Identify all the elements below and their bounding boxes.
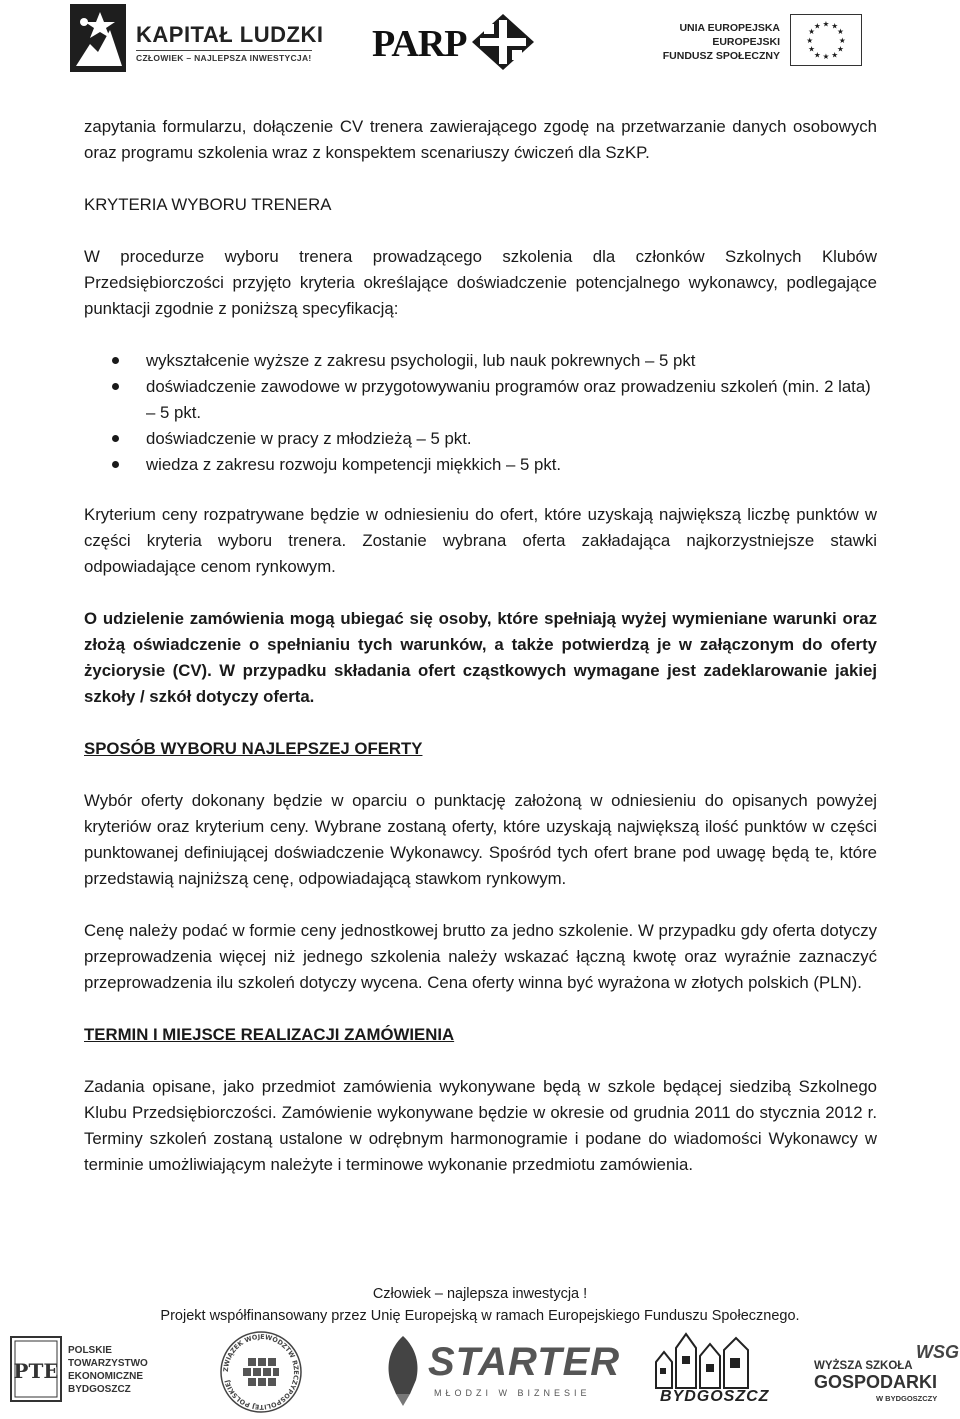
page-header: [0, 0, 960, 80]
footer-project-note: Projekt współfinansowany przez Unię Europejską w ramach Europejskiego Funduszu Społecznego.: [160, 1308, 800, 1324]
pte-logo: [10, 1336, 160, 1406]
svg-text:★: ★: [831, 21, 839, 31]
list-item: doświadczenie w pracy z młodzieżą – 5 pkt.: [146, 426, 877, 452]
zwiazek-text: ZWIĄZEK WOJEWÓDZTW RZECZYPOSPOLITEJ POLSKIEJ: [221, 1332, 301, 1412]
criteria-intro-paragraph: W procedurze wyboru trenera prowadzącego szkolenia dla członków Szkolnych Klubów Przedsiębiorczości przyjęto kryteria określające doświadczenie potencjalnego wykonawcy, podlegające punktacji zgodnie z poniższą specyfikacją:: [84, 247, 877, 318]
starter-title: STARTER: [428, 1340, 621, 1384]
bullet-icon: [112, 357, 119, 364]
ue-line-3: FUNDUSZ SPOŁECZNY: [662, 50, 780, 62]
wsg-line-2: GOSPODARKI: [814, 1372, 938, 1392]
svg-text:★: ★: [836, 44, 844, 54]
svg-text:★: ★: [813, 21, 821, 31]
eligibility-paragraph: O udzielenie zamówienia mogą ubiegać się osoby, które spełniają wyżej wymieniane warunki oraz złożą oświadczenie o spełnianiu tych warunków, a także potwierdzą je w załączonym do oferty życiorysie (CV). W przypadku składania ofert cząstkowych wymagane jest zadeklarowanie jakiej szkoły / szkół dotyczy oferta.: [84, 609, 877, 706]
intro-paragraph: zapytania formularzu, dołączenie CV trenera zawierającego zgodę na przetwarzanie danych osobowych oraz programu szkolenia wraz z konspektem scenariuszy ćwiczeń dla SzKP.: [84, 117, 877, 162]
starter-subtitle: MŁODZI W BIZNESIE: [434, 1388, 591, 1398]
svg-text:★: ★: [813, 50, 821, 60]
starter-logo: [380, 1334, 621, 1408]
selection-heading: SPOSÓB WYBORU NAJLEPSZEJ OFERTY: [84, 739, 423, 758]
pte-line-2: TOWARZYSTWO: [68, 1358, 148, 1369]
criteria-heading: KRYTERIA WYBORU TRENERA: [84, 195, 332, 214]
price-criterion-paragraph: Kryterium ceny rozpatrywane będzie w odniesieniu do ofert, które uzyskają największą liczbę punktów w części kryteria wyboru trenera. Zostanie wybrana oferta zakładająca najkorzystniejsze stawki odpowiadające cenom rynkowym.: [84, 505, 877, 576]
parp-logo: [372, 10, 542, 70]
bullet-icon: [112, 435, 119, 442]
zwiazek-wojewodztw-emblem-icon: [216, 1330, 306, 1414]
unia-europejska-logo: [662, 14, 876, 70]
kapital-ludzki-subtitle: CZŁOWIEK – NAJLEPSZA INWESTYCJA!: [136, 50, 312, 63]
list-item: wiedza z zakresu rozwoju kompetencji miękkich – 5 pkt.: [146, 452, 877, 478]
wsg-logo: [812, 1338, 958, 1408]
wsg-mark: WSG: [916, 1342, 959, 1362]
wsg-line-3: W BYDGOSZCZY: [876, 1394, 938, 1403]
bullet-icon: [112, 383, 119, 390]
list-item: wykształcenie wyższe z zakresu psychologii, lub nauk pokrewnych – 5 pkt: [146, 348, 877, 374]
document-body: [84, 114, 877, 1178]
pte-line-4: BYDGOSZCZ: [68, 1384, 131, 1395]
bullet-icon: [112, 461, 119, 468]
footer-slogan: Człowiek – najlepsza inwestycja !: [372, 1286, 588, 1302]
parp-emblem-icon: [470, 12, 536, 72]
kapital-ludzki-logo: [70, 4, 324, 72]
ue-line-2: EUROPEJSKI: [712, 36, 780, 48]
criteria-list: [84, 348, 877, 478]
bydgoszcz-title: BYDGOSZCZ: [660, 1388, 770, 1405]
pte-emblem-icon: [10, 1336, 62, 1402]
bydgoszcz-skyline-icon: [650, 1330, 760, 1390]
svg-text:★: ★: [808, 44, 816, 54]
wsg-line-1: WYŻSZA SZKOŁA: [814, 1360, 913, 1372]
selection-paragraph-1: Wybór oferty dokonany będzie w oparciu o punktację założoną w odniesieniu do opisanych powyżej kryteriów oraz kryterium ceny. Wybrane zostaną oferty, które uzyskają największą ilość punktów w części punktowanej definiującej doświadczenie Wykonawcy. Spośród tych ofert brane pod uwagę będą te, które przedstawią najniższą cenę, odpowiadającą stawkom rynkowym.: [84, 791, 877, 888]
svg-text:★: ★: [838, 35, 846, 45]
kapital-ludzki-title: KAPITAŁ LUDZKI: [136, 22, 324, 47]
pte-line-1: POLSKIE: [68, 1345, 112, 1356]
pte-line-3: EKONOMICZNE: [68, 1371, 143, 1382]
term-heading: TERMIN I MIEJSCE REALIZACJI ZAMÓWIENIA: [84, 1025, 455, 1044]
parp-title: PARP: [372, 23, 467, 65]
svg-text:★: ★: [822, 52, 830, 62]
term-paragraph-1: Zadania opisane, jako przedmiot zamówienia wykonywane będą w szkole będącej siedzibą Szkolnego Klubu Przedsiębiorczości. Zamówienie wykonywane będzie w okresie od grudnia 2011 do stycznia 2012 r. Terminy szkoleń zostaną ustalone w odrębnym harmonogramie i podane do wiadomości Wykonawcy w terminie umożliwiającym należyte i terminowe wykonanie przedmiotu zamówienia.: [84, 1077, 877, 1174]
bydgoszcz-logo: [650, 1330, 770, 1412]
svg-text:★: ★: [831, 50, 839, 60]
page-footer-text: [0, 1283, 960, 1327]
svg-text:PTE: PTE: [13, 1359, 59, 1383]
ue-line-1: UNIA EUROPEJSKA: [679, 22, 780, 34]
kapital-ludzki-emblem-icon: [70, 4, 126, 72]
zwiazek-wojewodztw-logo: [216, 1330, 306, 1414]
partner-logos: [0, 1330, 960, 1415]
svg-text:★: ★: [836, 27, 844, 37]
list-item: doświadczenie zawodowe w przygotowywaniu programów oraz prowadzeniu szkoleń (min. 2 lata) – 5 pkt.: [146, 374, 877, 426]
svg-text:★: ★: [806, 35, 814, 45]
svg-text:★: ★: [808, 27, 816, 37]
eu-flag-icon: [790, 14, 862, 66]
svg-text:★: ★: [822, 19, 830, 29]
starter-emblem-icon: [380, 1334, 426, 1406]
selection-paragraph-2: Cenę należy podać w formie ceny jednostkowej brutto za jedno szkolenie. W przypadku gdy oferta dotyczy przeprowadzenia więcej niż jednego szkolenia należy wskazać łączną kwotę oraz wyraźnie zaznaczyć przeprowadzenia ilu szkoleń dotyczy wycena. Cena oferty winna być wyrażona w złotych polskich (PLN).: [84, 921, 877, 992]
